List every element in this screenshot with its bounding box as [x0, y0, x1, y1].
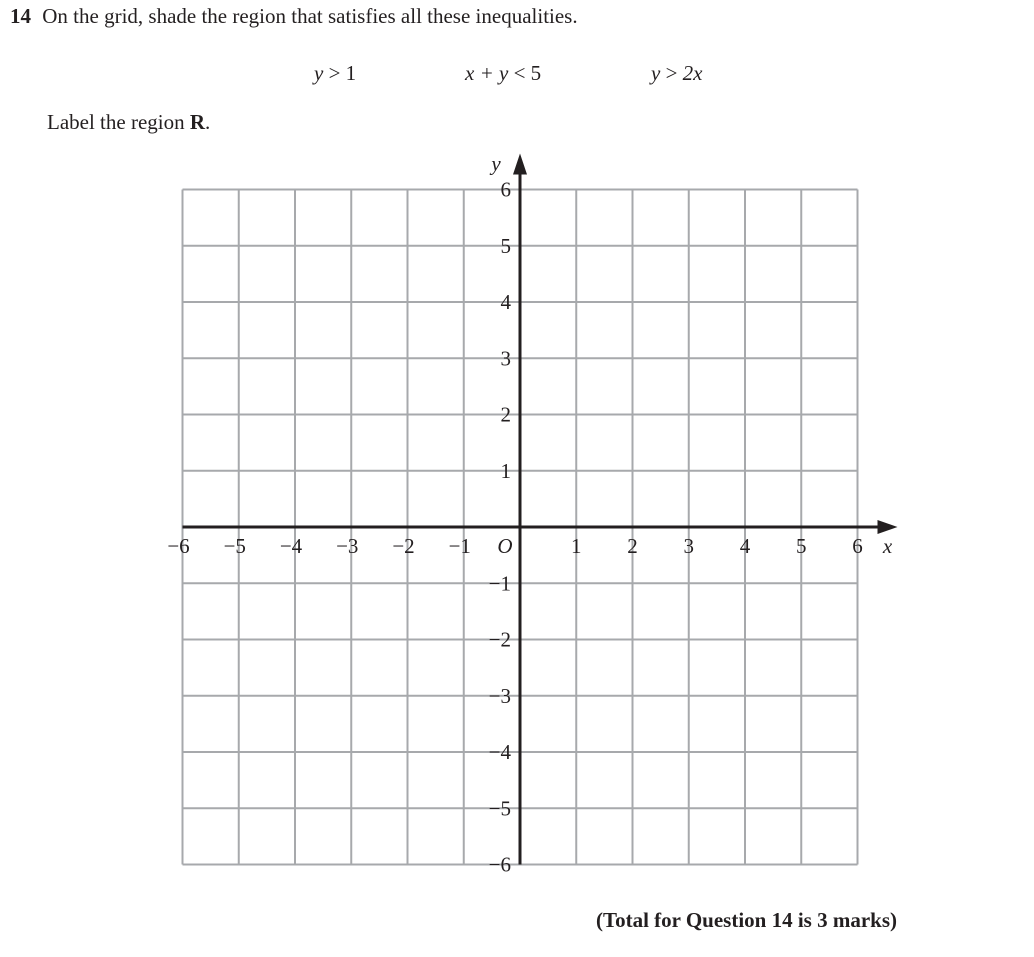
x-tick-label: −1	[448, 534, 471, 558]
label-instruction-end: .	[205, 110, 211, 134]
x-tick-label: −5	[223, 534, 246, 558]
y-tick-label: −2	[488, 627, 511, 652]
y-tick-label: 3	[500, 346, 511, 371]
label-instruction-text: Label the region	[47, 110, 190, 134]
x-tick-label: −2	[392, 534, 415, 558]
x-axis-arrow-icon	[878, 520, 898, 534]
origin-label: O	[497, 534, 513, 558]
inequality-2-op: <	[508, 61, 531, 85]
x-tick-label: −3	[336, 534, 359, 558]
y-axis-arrow-icon	[513, 154, 527, 175]
inequality-1-rhs: 1	[345, 61, 357, 85]
y-tick-label: −4	[488, 740, 511, 764]
y-tick-label: −6	[488, 852, 511, 877]
question-number: 14	[10, 4, 31, 28]
x-tick-label: 6	[852, 534, 863, 558]
inequality-1-op: >	[323, 61, 346, 85]
x-tick-label: −6	[167, 534, 190, 558]
x-tick-label: 5	[796, 534, 807, 558]
x-tick-label: 2	[627, 534, 638, 558]
y-axis-label: y	[491, 151, 501, 176]
y-tick-label: 4	[500, 290, 511, 314]
question-prompt: On the grid, shade the region that satisfies all these inequalities.	[42, 4, 578, 28]
inequality-2-rhs: 5	[530, 61, 542, 85]
y-tick-label: 5	[500, 233, 511, 258]
inequality-2-lhs: x + y	[465, 61, 509, 85]
total-marks: (Total for Question 14 is 3 marks)	[596, 908, 898, 932]
y-tick-label: 6	[500, 177, 511, 202]
y-tick-label: 2	[500, 402, 511, 427]
y-tick-label: −3	[488, 683, 511, 708]
inequality-3-op: >	[660, 61, 683, 85]
y-tick-label: −5	[488, 796, 511, 821]
inequality-3-rhs: 2x	[682, 61, 703, 85]
x-axis-label: x	[882, 534, 893, 558]
inequality-1-lhs: y	[314, 61, 324, 85]
region-letter: R	[189, 110, 206, 134]
x-tick-label: −4	[279, 534, 303, 558]
x-tick-label: 1	[571, 534, 582, 558]
y-tick-label: −1	[488, 571, 511, 596]
inequality-3-lhs: y	[651, 61, 661, 85]
x-tick-label: 3	[683, 534, 694, 558]
y-tick-label: 1	[500, 458, 511, 483]
x-tick-label: 4	[739, 534, 751, 558]
